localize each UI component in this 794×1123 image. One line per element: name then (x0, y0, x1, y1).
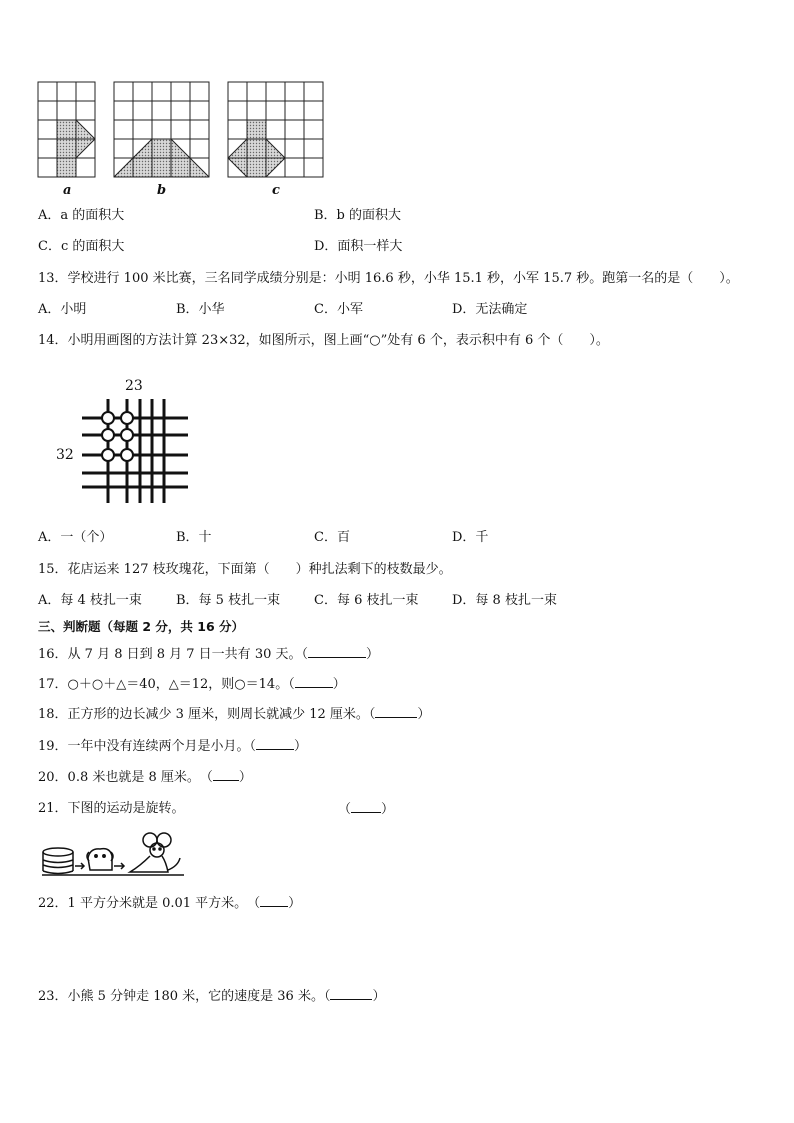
q14-option-c[interactable]: C．百 (314, 530, 350, 545)
q20-close: ） (238, 770, 252, 785)
q15-text: 15．花店运来 127 枝玫瑰花，下面第（ ）种扎法剩下的枝数最少。 (38, 562, 452, 577)
q14-option-a[interactable]: A．一（个） (38, 530, 113, 545)
q17 (38, 675, 346, 694)
section-3-title: 三、判断题（每题 2 分，共 16 分） (38, 619, 245, 634)
q14-option-b[interactable]: B．十 (176, 530, 212, 545)
q23 (38, 987, 385, 1006)
q18 (38, 705, 430, 724)
q13-option-a[interactable]: A．小明 (38, 302, 87, 317)
q15-option-d[interactable]: D．每 8 枝扎一束 (452, 593, 557, 608)
q15-option-c[interactable]: C．每 6 枝扎一束 (314, 593, 419, 608)
q22-answer-blank[interactable] (260, 894, 288, 907)
q22-text: 22．1 平方分米就是 0.01 平方米。 （ (38, 896, 261, 911)
q21 (38, 800, 185, 818)
figure-label-a: a (63, 183, 72, 198)
q12-figures (30, 78, 330, 180)
q13-option-d[interactable]: D．无法确定 (452, 302, 528, 317)
q19-text: 19．一年中没有连续两个月是小月。（ (38, 739, 257, 754)
q19-close: ） (294, 739, 308, 754)
q17-text: 17．○＋○＋△＝40，△＝12，则○＝14。（ (38, 677, 295, 692)
q21-answer-blank[interactable] (351, 800, 381, 813)
q18-text: 18．正方形的边长减少 3 厘米，则周长就减少 12 厘米。（ (38, 707, 376, 722)
q16-text: 16．从 7 月 8 日到 8 月 7 日一共有 30 天。（ (38, 647, 308, 662)
q20-text: 20．0.8 米也就是 8 厘米。 （ (38, 770, 213, 785)
q19 (38, 737, 307, 756)
q23-answer-blank[interactable] (330, 987, 372, 1000)
q17-close: ） (332, 677, 346, 692)
q22-close: ） (288, 896, 302, 911)
q16-close: ） (366, 647, 380, 662)
q20-answer-blank[interactable] (213, 768, 239, 781)
q12-option-a[interactable]: A．a 的面积大 (38, 208, 125, 223)
figure-label-c: c (272, 183, 280, 198)
q22 (38, 894, 301, 913)
figure-a (38, 82, 95, 177)
figure-b (114, 82, 209, 177)
q17-answer-blank[interactable] (295, 675, 333, 688)
q14-figure-top-label: 23 (125, 378, 143, 394)
q21-close: ） (381, 802, 395, 817)
q12-option-d[interactable]: D．面积一样大 (314, 239, 403, 254)
q14-figure-left-label: 32 (56, 447, 74, 463)
q23-text: 23．小熊 5 分钟走 180 米，它的速度是 36 米。（ (38, 989, 331, 1004)
q15-option-a[interactable]: A．每 4 枝扎一束 (38, 593, 142, 608)
q18-close: ） (417, 707, 431, 722)
q12-option-c[interactable]: C．c 的面积大 (38, 239, 125, 254)
q20 (38, 768, 252, 787)
q19-answer-blank[interactable] (256, 737, 294, 750)
q18-answer-blank[interactable] (375, 705, 417, 718)
q12-option-b[interactable]: B．b 的面积大 (314, 208, 402, 223)
q21-motion-illustration (40, 830, 186, 878)
q13-option-b[interactable]: B．小华 (176, 302, 225, 317)
q23-close: ） (372, 989, 386, 1004)
q16-answer-blank[interactable] (308, 645, 366, 658)
figure-c (228, 82, 323, 177)
q21-paren-open: （ (338, 802, 352, 817)
q16 (38, 645, 379, 664)
q15-option-b[interactable]: B．每 5 枝扎一束 (176, 593, 281, 608)
figure-label-b: b (157, 183, 167, 198)
q13-text: 13．学校进行 100 米比赛，三名同学成绩分别是：小明 16.6 秒，小华 15.1 秒，小军 15.7 秒。跑第一名的是（ ）。 (38, 271, 739, 286)
q21-answer (338, 800, 394, 819)
q14-option-d[interactable]: D．千 (452, 530, 489, 545)
q14-multiplication-figure (80, 395, 190, 507)
q13-option-c[interactable]: C．小军 (314, 302, 363, 317)
q14-text: 14．小明用画图的方法计算 23×32，如图所示，图上画“○”处有 6 个，表示积中有 6 个（ ）。 (38, 333, 609, 348)
q21-text: 21．下图的运动是旋转。 (38, 801, 185, 816)
